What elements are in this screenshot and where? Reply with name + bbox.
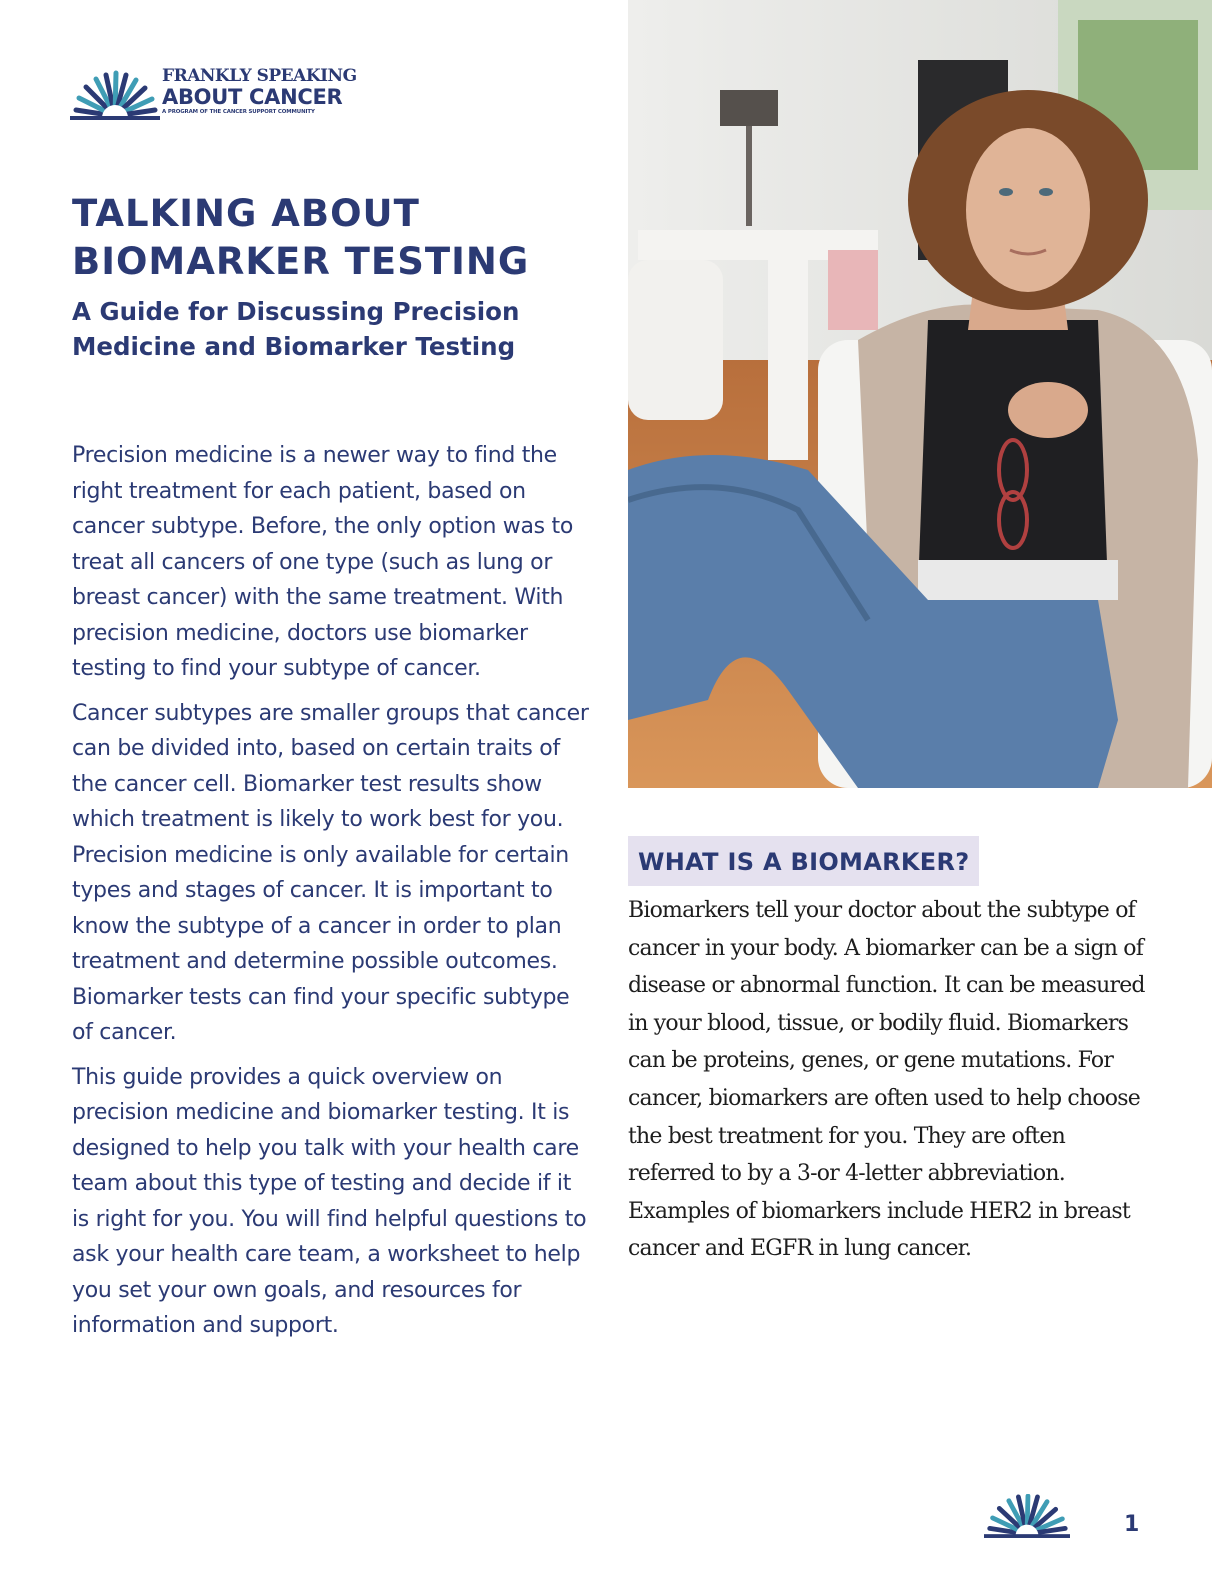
brand-logo [70,66,370,122]
logo-line-frankly-speaking: FRANKLY SPEAKING [162,66,357,86]
logo-tagline: A PROGRAM OF THE CANCER SUPPORT COMMUNITY [162,109,315,115]
logo-line-about-cancer: ABOUT CANCER [162,85,343,109]
sunburst-footer-icon [984,1494,1070,1538]
page-title [72,190,592,286]
intro-paragraph-1: Precision medicine is a newer way to find the right treatment for each patient, based on cancer subtype. Before, the only option was to treat all cancers of one type (such as lung or breast cancer) with the same treatment. With precision medicine, doctors use biomarker testing to find your subtype of cancer. [72,443,574,681]
intro-paragraph-3: This guide provides a quick overview on precision medicine and biomarker testing. It is designed to help you talk with your health care team about this type of testing and decide if it is right for you. You will find helpful questions to ask your health care team, a worksheet to help you set your own goals, and resources for information and support. [72,1064,587,1338]
subtitle-line-2: Medicine and Biomarker Testing [72,332,516,361]
intro-text [72,438,592,1353]
woman-portrait-photo [628,0,1212,788]
intro-paragraph-2: Cancer subtypes are smaller groups that cancer can be divided into, based on certain traits of the cancer cell. Biomarker test results show which treatment is likely to work best for you. Precision medicine is only available for certain types and stages of cancer. It is important to know the subtype of a cancer in order to plan treatment and determine possible outcomes. Biomarker tests can find your specific subtype of cancer. [72,700,589,1045]
biomarker-heading: WHAT IS A BIOMARKER? [628,836,979,886]
page-subtitle [72,294,572,364]
title-line-1: TALKING ABOUT [72,192,420,235]
subtitle-line-1: A Guide for Discussing Precision [72,297,520,326]
title-line-2: BIOMARKER TESTING [72,240,530,283]
page-number: 1 [1124,1512,1140,1537]
biomarker-definition-text: Biomarkers tell your doctor about the subtype of cancer in your body. A biomarker can be a sign of disease or abnormal function. It can be measured in your blood, tissue, or bodily fluid. Biomarkers can be proteins, genes, or gene mutations. For cancer, biomarkers are often used to help choose the best treatment for you. They are often referred to by a 3-or 4-letter abbreviation. Examples of biomarkers include HER2 in breast cancer and EGFR in lung cancer. [628,898,1145,1262]
sunburst-logo-icon [70,70,160,120]
